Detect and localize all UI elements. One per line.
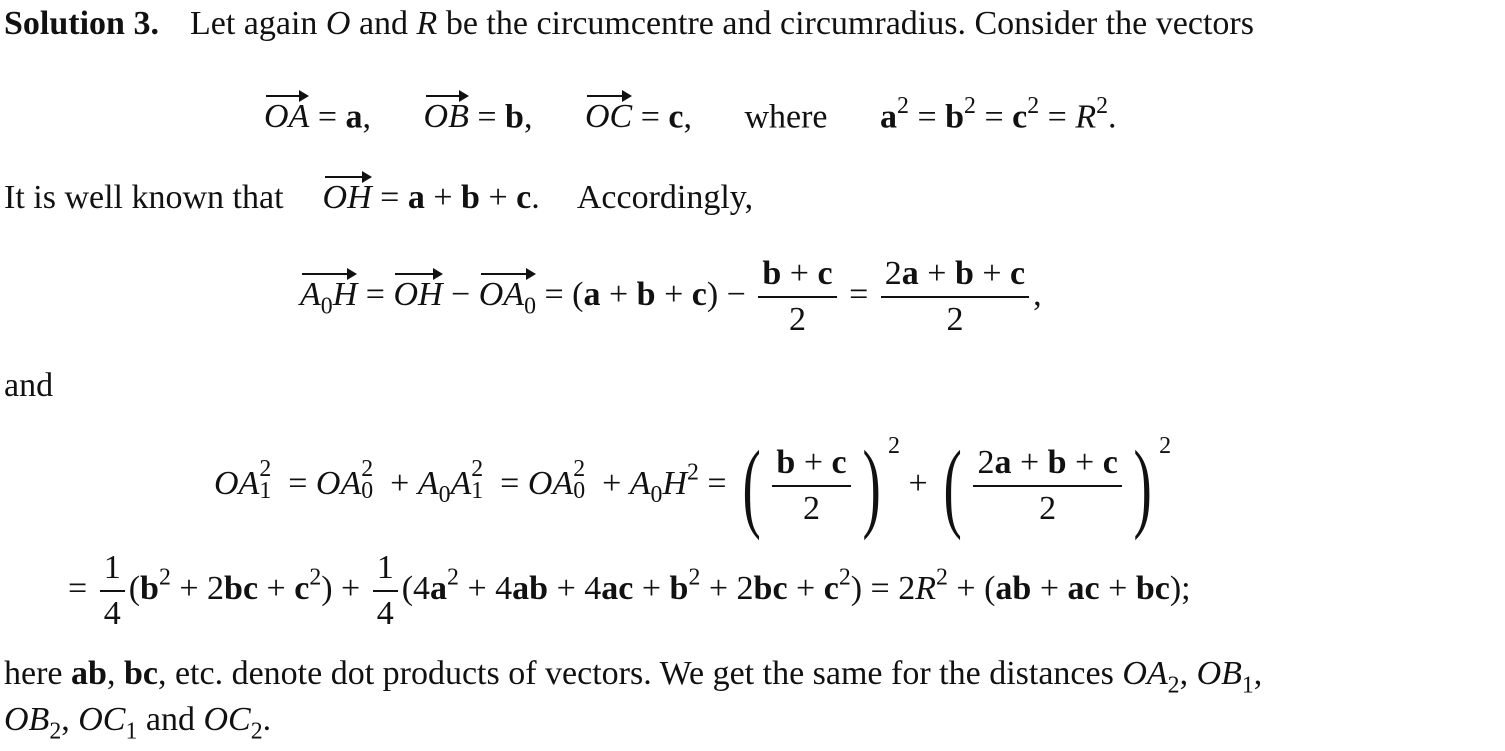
closing-comma: , <box>106 655 116 692</box>
well-known-text: It is well known that <box>4 179 284 216</box>
closing-line-1: here ab, bc, etc. denote dot products of vectors. We get the same for the distances $OA_2$, $OB_1$, <box>4 655 1263 699</box>
closing-ab: ab <box>71 655 107 692</box>
equation-vectors: OA = a, OB = b, OC = c, where $a^2 = b^2 = c^2 = R^2$. <box>264 93 1117 136</box>
closing-here: here <box>4 655 63 692</box>
equation-oa1: OA 2 1 = OA 2 0 + $A_0A$ 2 1 = OA 2 0 + $A_0H^2$ = ( $\frac{b + c}{2}$ ) 2 + ( $\frac{2a + b + c}{2}$ ) 2 <box>214 430 1172 541</box>
solution-intro-text: Let again O and R be the circumcentre and circumradius. Consider the vectors <box>189 5 1254 42</box>
where-word: where <box>744 98 828 136</box>
equation-expansion: = $\frac{1}{4}$ $(b^2 + 2bc + c^2)$ + $\frac{1}{4}$ $(4a^2 + 4ab + 4ac + b^2 + 2bc + c^2) = 2R^2 + (ab$ + ac + bc); <box>68 546 1191 636</box>
accordingly-text: Accordingly, <box>576 179 754 216</box>
closing-bc: bc <box>123 655 158 692</box>
equation-a0h: $A_0H$ = OH − $OA_0 = (a + b + c)$ − $\frac{b + c}{2}$ = $\frac{2a + b + c}{2}$ , <box>300 252 1042 342</box>
closing-and: and <box>145 701 195 738</box>
closing-line-2: $OB_2$, $OC_1$ and $OC_2$. <box>4 701 272 745</box>
closing-text: , etc. denote dot products of vectors. We get the same for the distances <box>157 655 1114 692</box>
solution-intro-line <box>4 4 1254 44</box>
solution-heading: Solution 3. <box>4 5 159 42</box>
and-text: and <box>4 367 54 404</box>
well-known-line: It is well known that OH = a + b + c. Accordingly, <box>4 172 753 218</box>
